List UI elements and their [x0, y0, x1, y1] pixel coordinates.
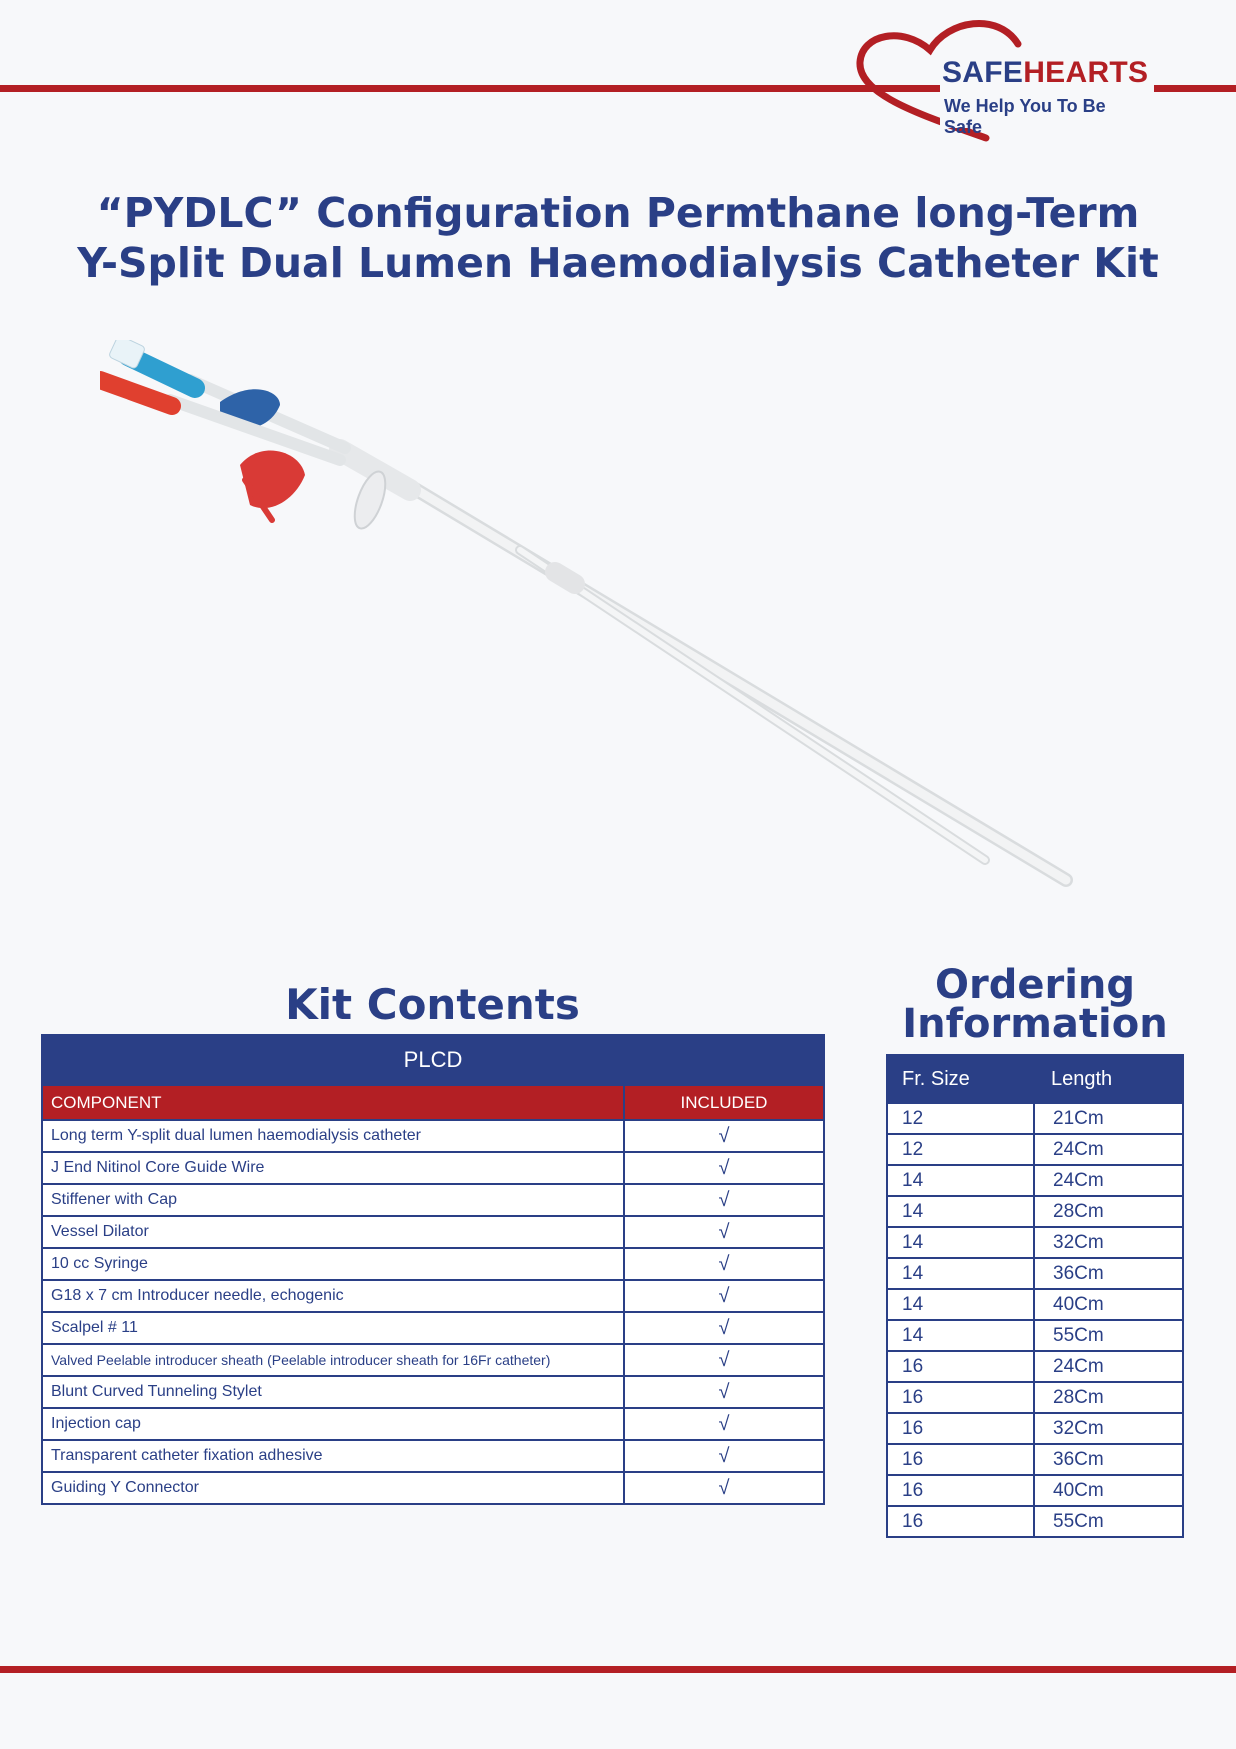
- page-title-line2: Y-Split Dual Lumen Haemodialysis Catheter Kit: [77, 239, 1159, 287]
- check-mark-icon: √: [624, 1472, 824, 1504]
- size-cell: 16: [887, 1475, 1034, 1506]
- size-cell: 14: [887, 1196, 1034, 1227]
- table-row: [887, 1413, 1183, 1444]
- length-cell: 24Cm: [1034, 1351, 1183, 1382]
- page-title-line1: “PYDLC” Configuration Permthane long-Term: [96, 189, 1140, 237]
- component-cell: Long term Y-split dual lumen haemodialysis catheter: [42, 1120, 624, 1152]
- table-row: [887, 1320, 1183, 1351]
- table-row: [887, 1444, 1183, 1475]
- table-row: [42, 1408, 824, 1440]
- check-mark-icon: √: [624, 1408, 824, 1440]
- component-cell: Blunt Curved Tunneling Stylet: [42, 1376, 624, 1408]
- check-mark-icon: √: [624, 1216, 824, 1248]
- length-cell: 28Cm: [1034, 1382, 1183, 1413]
- size-cell: 12: [887, 1103, 1034, 1134]
- table-row: [42, 1344, 824, 1376]
- ordering-heading-line1: Ordering: [934, 962, 1136, 1008]
- check-mark-icon: √: [624, 1280, 824, 1312]
- ordering-info-heading: [886, 962, 1184, 1047]
- length-cell: 36Cm: [1034, 1444, 1183, 1475]
- check-mark-icon: √: [624, 1184, 824, 1216]
- check-mark-icon: √: [624, 1152, 824, 1184]
- check-mark-icon: √: [624, 1440, 824, 1472]
- component-column-header: COMPONENT: [42, 1085, 624, 1120]
- size-cell: 16: [887, 1382, 1034, 1413]
- size-cell: 16: [887, 1413, 1034, 1444]
- page-title: [0, 188, 1236, 288]
- table-row: [887, 1103, 1183, 1134]
- table-row: [42, 1280, 824, 1312]
- component-cell: Valved Peelable introducer sheath (Peelable introducer sheath for 16Fr catheter): [42, 1344, 624, 1376]
- table-row: [887, 1196, 1183, 1227]
- size-column-header: Fr. Size: [887, 1055, 1034, 1103]
- check-mark-icon: √: [624, 1248, 824, 1280]
- check-mark-icon: √: [624, 1120, 824, 1152]
- size-cell: 16: [887, 1351, 1034, 1382]
- check-mark-icon: √: [624, 1344, 824, 1376]
- table-row: [42, 1248, 824, 1280]
- table-row: [42, 1120, 824, 1152]
- table-row: [42, 1184, 824, 1216]
- ordering-heading-line2: Information: [902, 1001, 1168, 1047]
- table-row: [42, 1440, 824, 1472]
- size-cell: 12: [887, 1134, 1034, 1165]
- component-cell: Stiffener with Cap: [42, 1184, 624, 1216]
- table-row: [887, 1134, 1183, 1165]
- kit-table-title: PLCD: [42, 1035, 824, 1085]
- length-cell: 40Cm: [1034, 1289, 1183, 1320]
- component-cell: Transparent catheter fixation adhesive: [42, 1440, 624, 1472]
- ordering-info-table: [886, 1054, 1184, 1538]
- table-row: [42, 1472, 824, 1504]
- length-cell: 36Cm: [1034, 1258, 1183, 1289]
- length-cell: 32Cm: [1034, 1413, 1183, 1444]
- table-row: [887, 1382, 1183, 1413]
- component-cell: Injection cap: [42, 1408, 624, 1440]
- check-mark-icon: √: [624, 1312, 824, 1344]
- included-column-header: INCLUDED: [624, 1085, 824, 1120]
- table-row: [42, 1152, 824, 1184]
- safehearts-logo: [848, 14, 1148, 144]
- kit-contents-table: [41, 1034, 825, 1505]
- size-cell: 16: [887, 1506, 1034, 1537]
- component-cell: 10 cc Syringe: [42, 1248, 624, 1280]
- size-cell: 14: [887, 1289, 1034, 1320]
- table-row: [42, 1376, 824, 1408]
- brand-name: SAFEHEARTS: [942, 56, 1149, 89]
- table-row: [887, 1258, 1183, 1289]
- length-cell: 40Cm: [1034, 1475, 1183, 1506]
- length-cell: 21Cm: [1034, 1103, 1183, 1134]
- component-cell: Scalpel # 11: [42, 1312, 624, 1344]
- table-row: [887, 1351, 1183, 1382]
- size-cell: 14: [887, 1320, 1034, 1351]
- size-cell: 14: [887, 1258, 1034, 1289]
- length-cell: 32Cm: [1034, 1227, 1183, 1258]
- length-cell: 55Cm: [1034, 1506, 1183, 1537]
- component-cell: J End Nitinol Core Guide Wire: [42, 1152, 624, 1184]
- brand-tagline: We Help You To Be Safe: [944, 96, 1106, 137]
- length-column-header: Length: [1034, 1055, 1183, 1103]
- table-row: [887, 1475, 1183, 1506]
- length-cell: 55Cm: [1034, 1320, 1183, 1351]
- component-cell: Vessel Dilator: [42, 1216, 624, 1248]
- table-row: [42, 1312, 824, 1344]
- size-cell: 14: [887, 1227, 1034, 1258]
- table-row: [887, 1165, 1183, 1196]
- component-cell: G18 x 7 cm Introducer needle, echogenic: [42, 1280, 624, 1312]
- kit-contents-heading: Kit Contents: [285, 980, 580, 1029]
- length-cell: 24Cm: [1034, 1165, 1183, 1196]
- check-mark-icon: √: [624, 1376, 824, 1408]
- size-cell: 14: [887, 1165, 1034, 1196]
- bottom-red-rule: [0, 1666, 1236, 1673]
- length-cell: 28Cm: [1034, 1196, 1183, 1227]
- table-row: [887, 1289, 1183, 1320]
- table-row: [42, 1216, 824, 1248]
- length-cell: 24Cm: [1034, 1134, 1183, 1165]
- size-cell: 16: [887, 1444, 1034, 1475]
- table-row: [887, 1506, 1183, 1537]
- component-cell: Guiding Y Connector: [42, 1472, 624, 1504]
- table-row: [887, 1227, 1183, 1258]
- catheter-product-image: [100, 340, 1080, 900]
